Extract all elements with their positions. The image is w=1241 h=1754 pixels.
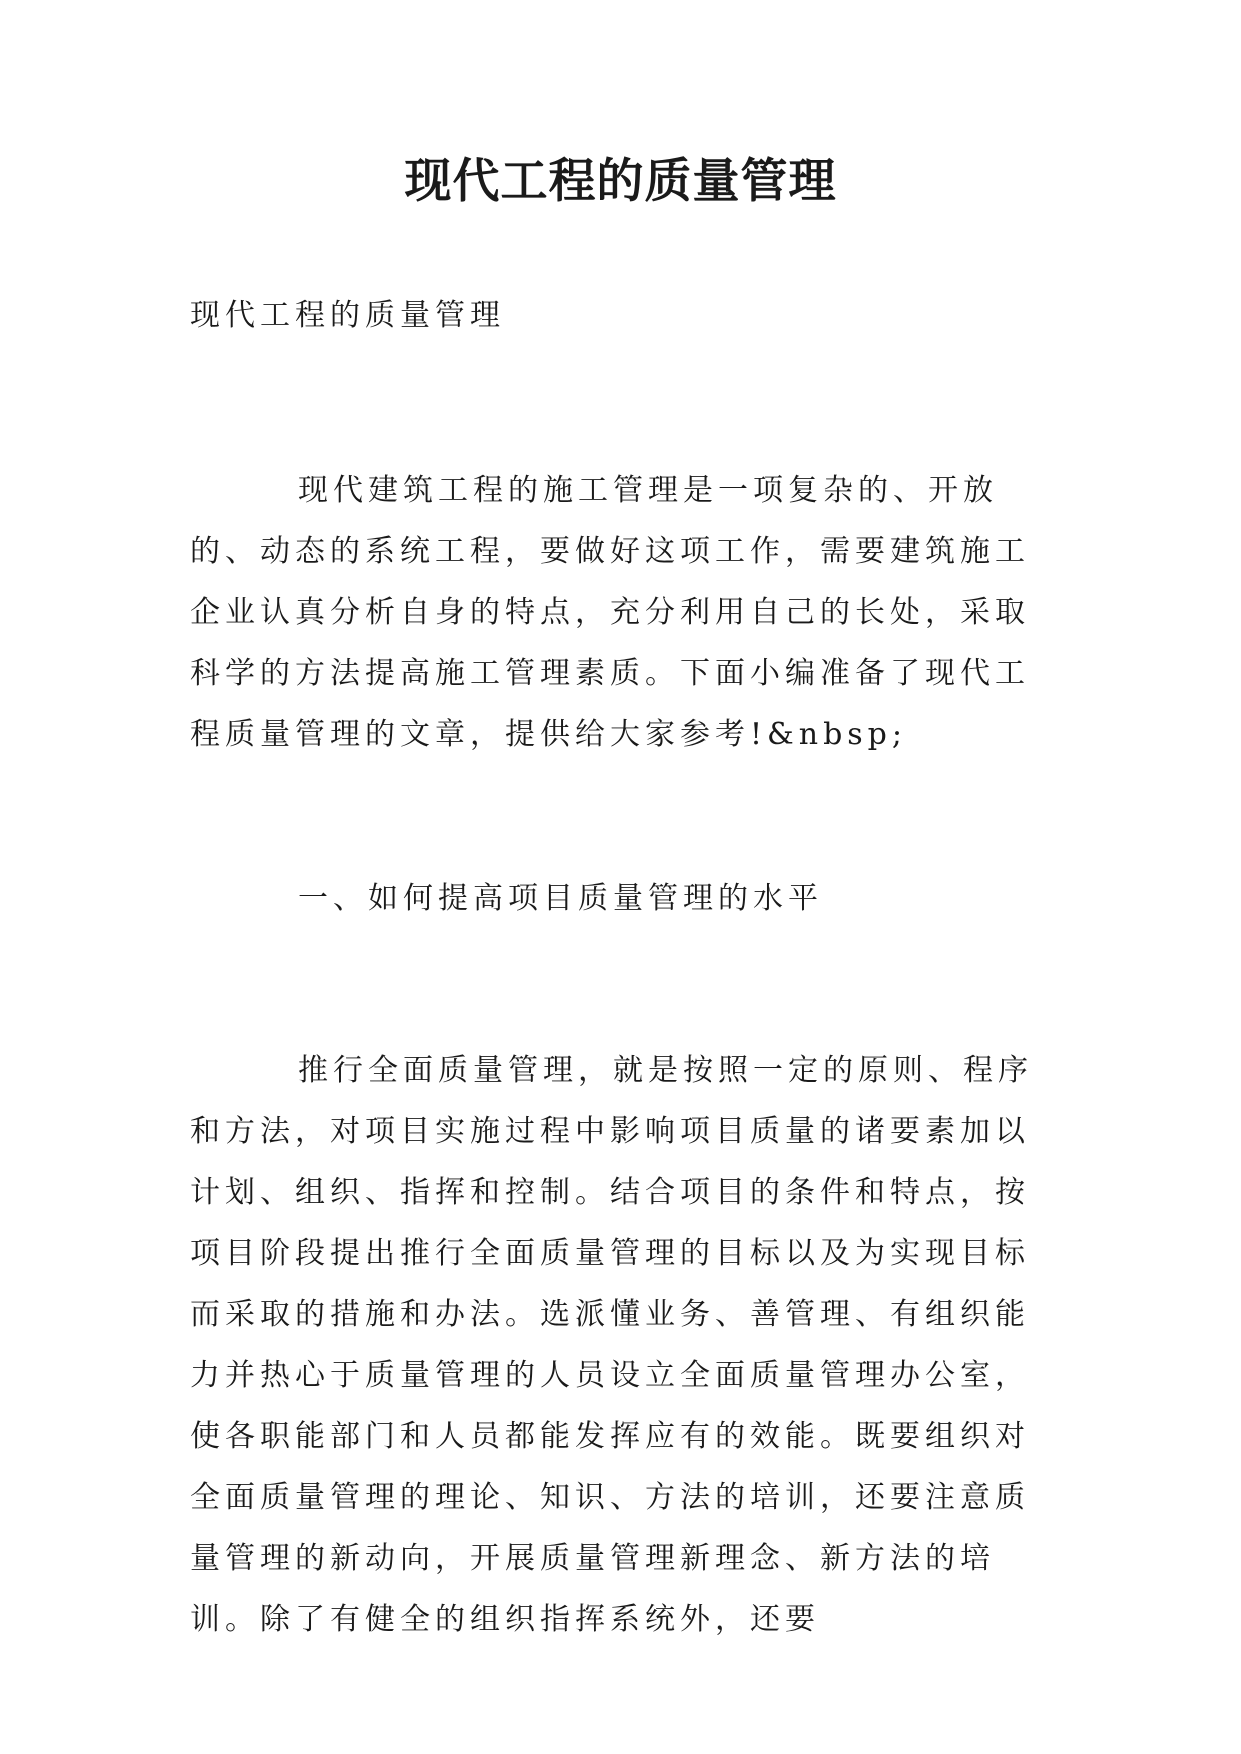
document-title: 现代工程的质量管理 bbox=[404, 154, 837, 209]
document-subtitle: 现代工程的质量管理 bbox=[190, 298, 505, 333]
body-paragraph: 推行全面质量管理，就是按照一定的原则、程序和方法，对项目实施过程中影响项目质量的诸要素加以计划、组织、指挥和控制。结合项目的条件和特点，按项目阶段提出推行全面质量管理的目标以及为实现目标而采取的措施和办法。选派懂业务、善管理、有组织能力并热心于质量管理的人员设立全面质量管理办公室，使各职能部门和人员都能发挥应有的效能。既要组织对全面质量管理的理论、知识、方法的培训，还要注意质量管理的新动向，开展质量管理新理念、新方法的培训。除了有健全的组织指挥系统外，还要 bbox=[190, 1053, 1033, 1637]
intro-paragraph: 现代建筑工程的施工管理是一项复杂的、开放的、动态的系统工程，要做好这项工作，需要建筑施工企业认真分析自身的特点，充分利用自己的长处，采取科学的方法提高施工管理素质。下面小编准备了现代工程质量管理的文章，提供给大家参考!&nbsp; bbox=[190, 473, 1030, 752]
section-heading: 一、如何提高项目质量管理的水平 bbox=[298, 881, 823, 916]
